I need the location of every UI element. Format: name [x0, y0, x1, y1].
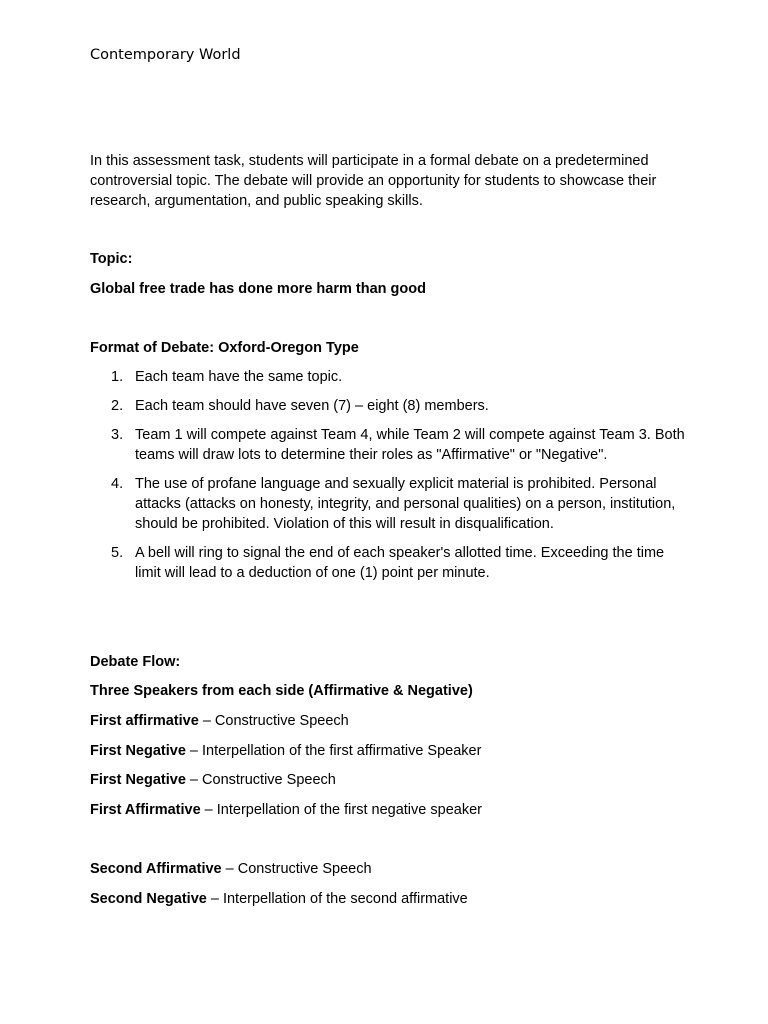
speaker-role: First Negative	[90, 743, 186, 759]
intro-paragraph: In this assessment task, students will participate in a formal debate on a predetermined controversial topic. The debate will provide an opportunity for students to showcase their research, argumentation, and public speaking skills.	[90, 153, 657, 209]
speaker-role: First affirmative	[90, 713, 199, 729]
format-heading: Format of Debate: Oxford-Oregon Type	[90, 340, 359, 356]
speaker-role: First Affirmative	[90, 802, 201, 818]
flow-line	[90, 800, 482, 820]
list-item-text: Each team should have seven (7) – eight (8) members.	[135, 398, 489, 414]
speaker-task: – Constructive Speech	[221, 861, 372, 877]
speaker-task: – Interpellation of the first affirmative Speaker	[185, 743, 482, 759]
flow-line	[90, 741, 481, 761]
speaker-task: – Interpellation of the first negative speaker	[200, 802, 482, 818]
flow-line	[90, 770, 336, 790]
list-item	[90, 543, 690, 583]
debate-flow-heading: Debate Flow:	[90, 654, 181, 670]
debate-flow-subheading: Three Speakers from each side (Affirmative & Negative)	[90, 683, 473, 699]
topic-text: Global free trade has done more harm than good	[90, 281, 426, 297]
list-item-number: 3.	[111, 427, 124, 443]
speaker-role: Second Affirmative	[90, 861, 222, 877]
document-header-title: Contemporary World	[90, 47, 241, 63]
list-item-number: 1.	[111, 369, 124, 385]
list-item	[90, 367, 690, 387]
speaker-task: – Constructive Speech	[185, 772, 336, 788]
list-item-number: 2.	[111, 398, 124, 414]
list-item-number: 5.	[111, 545, 124, 561]
list-item-text: A bell will ring to signal the end of each speaker's allotted time. Exceeding the time limit will lead to a deduction of one (1) point per minute.	[135, 545, 665, 581]
list-item-text: Team 1 will compete against Team 4, while Team 2 will compete against Team 3. Both teams will draw lots to determine their roles as "Affirmative" or "Negative".	[135, 427, 685, 463]
speaker-task: – Interpellation of the second affirmative	[206, 891, 468, 907]
format-rules-list	[90, 367, 690, 592]
list-item-text: The use of profane language and sexually explicit material is prohibited. Personal attacks (attacks on honesty, integrity, and personal qualities) on a person, institution, should be prohibited. Violation of this will result in disqualification.	[135, 476, 676, 532]
flow-line	[90, 889, 468, 909]
flow-line	[90, 859, 372, 879]
flow-line	[90, 711, 349, 731]
speaker-role: Second Negative	[90, 891, 207, 907]
list-item-number: 4.	[111, 476, 124, 492]
list-item	[90, 474, 690, 534]
topic-label: Topic:	[90, 251, 133, 267]
list-item-text: Each team have the same topic.	[135, 369, 343, 385]
list-item	[90, 425, 690, 465]
speaker-task: – Constructive Speech	[198, 713, 349, 729]
list-item	[90, 396, 690, 416]
speaker-role: First Negative	[90, 772, 186, 788]
